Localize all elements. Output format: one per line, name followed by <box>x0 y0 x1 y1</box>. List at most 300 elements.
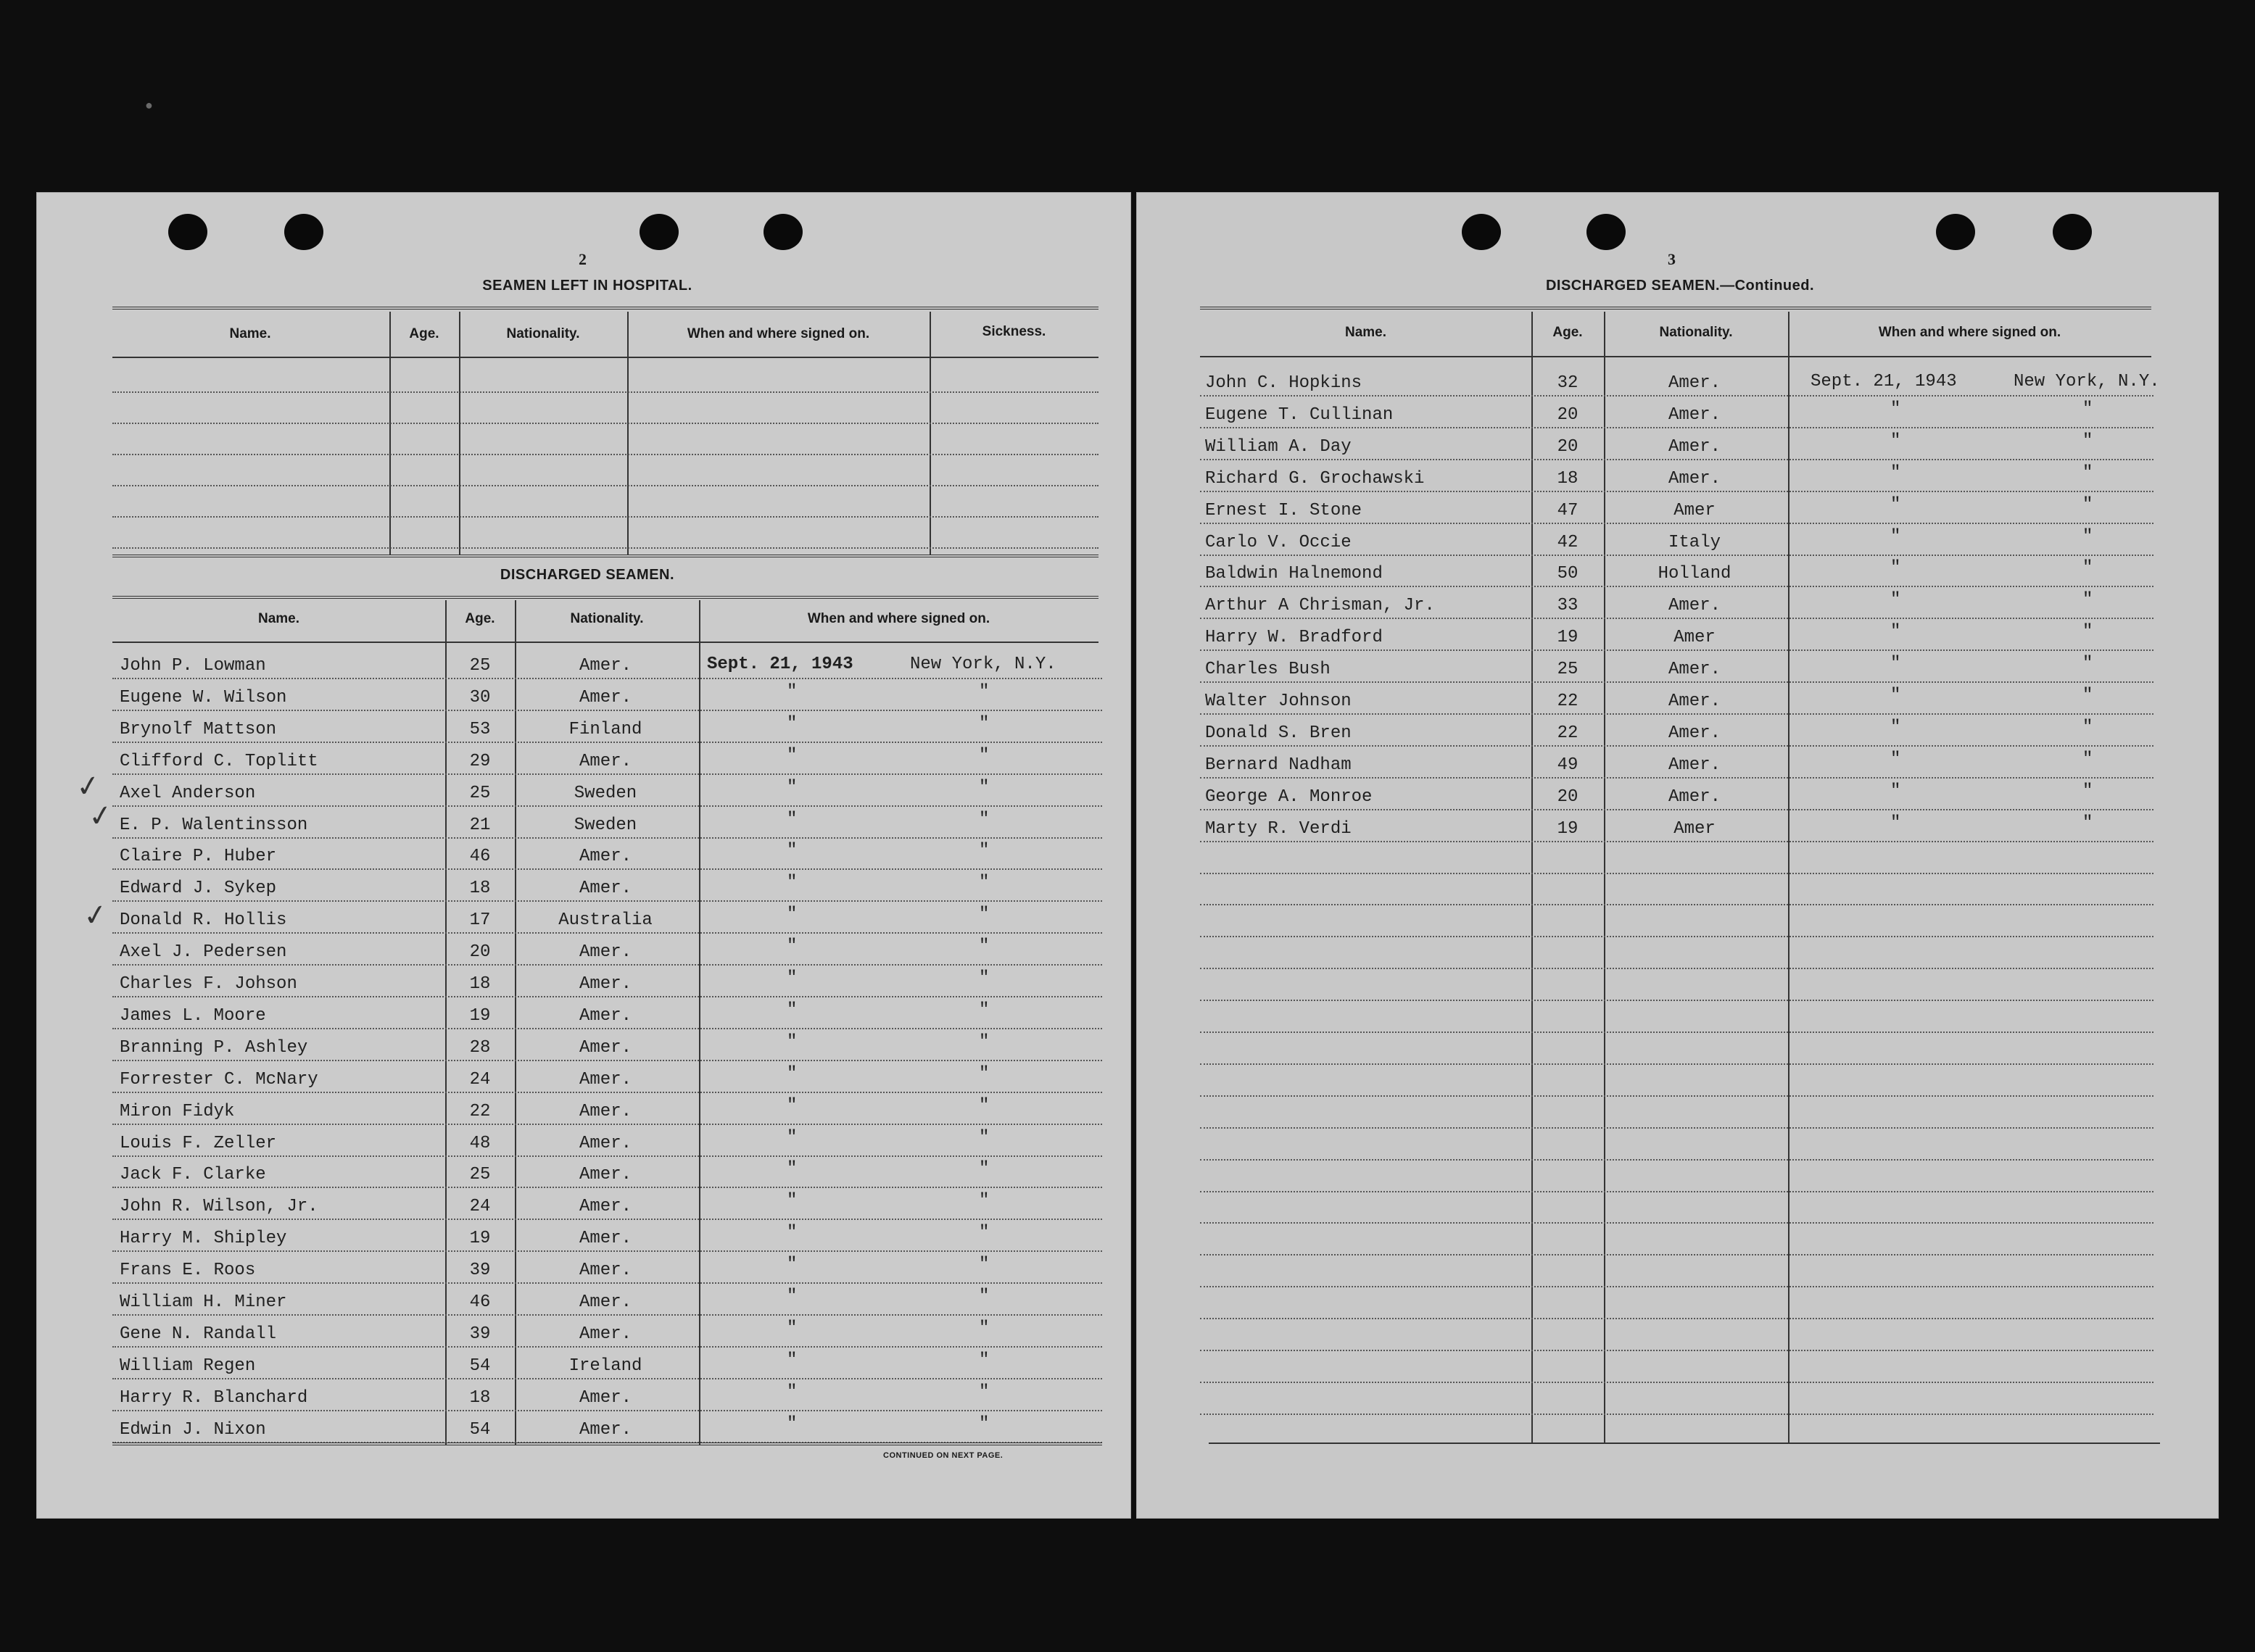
row-line <box>112 868 1102 870</box>
seaman-name: Miron Fidyk <box>120 1102 235 1121</box>
seaman-name: Gene N. Randall <box>120 1324 277 1344</box>
row-line <box>1200 681 2153 683</box>
seaman-age: 18 <box>469 974 491 994</box>
seaman-age: 30 <box>469 688 491 707</box>
seaman-name: Clifford C. Toplitt <box>120 752 318 771</box>
signed-on-date: " <box>787 1128 798 1147</box>
col-header-nationality: Nationality. <box>506 326 580 341</box>
col-header-signed-on: When and where signed on. <box>1878 325 2061 340</box>
table-rule <box>1209 1443 2160 1444</box>
seaman-name: Bernard Nadham <box>1205 755 1352 775</box>
row-line <box>1200 618 2153 619</box>
signed-on-place: " <box>979 810 990 829</box>
seaman-age: 47 <box>1557 501 1578 520</box>
seaman-name: John C. Hopkins <box>1205 373 1362 393</box>
col-header-name: Name. <box>1344 325 1387 340</box>
seaman-age: 39 <box>469 1261 491 1280</box>
seaman-nationality: Amer. <box>579 656 632 676</box>
row-line <box>112 1282 1102 1284</box>
seaman-nationality: Amer. <box>579 942 632 962</box>
seaman-name: Claire P. Huber <box>120 847 277 866</box>
col-header-nationality: Nationality. <box>1659 325 1733 340</box>
seaman-age: 19 <box>469 1006 491 1026</box>
row-line <box>112 1378 1102 1379</box>
column-rule <box>389 312 391 555</box>
table-rule <box>112 555 1098 557</box>
punch-hole <box>284 214 323 250</box>
seaman-age: 24 <box>469 1070 491 1089</box>
col-header-nationality: Nationality. <box>570 611 644 626</box>
signed-on-date: " <box>1890 463 1901 483</box>
seaman-nationality: Amer. <box>1668 405 1721 425</box>
signed-on-place: " <box>979 1159 990 1179</box>
paper-speck: ● <box>145 98 153 112</box>
seaman-name: Carlo V. Occie <box>1205 533 1352 552</box>
seaman-name: Harry M. Shipley <box>120 1229 287 1248</box>
row-line <box>112 1219 1102 1220</box>
signed-on-date: " <box>1890 654 1901 673</box>
row-line <box>1200 777 2153 779</box>
seaman-name: James L. Moore <box>120 1006 266 1026</box>
row-line <box>1200 1095 2153 1097</box>
seaman-nationality: Amer. <box>579 1197 632 1216</box>
row-line <box>112 996 1102 997</box>
signed-on-date: " <box>1890 431 1901 451</box>
signed-on-date: " <box>787 810 798 829</box>
seaman-name: Arthur A Chrisman, Jr. <box>1205 596 1435 615</box>
table-rule <box>112 357 1098 358</box>
seaman-name: John P. Lowman <box>120 656 266 676</box>
seaman-age: 22 <box>469 1102 491 1121</box>
seaman-nationality: Amer <box>1673 819 1716 839</box>
seaman-age: 25 <box>469 784 491 803</box>
col-header-signed-on: When and where signed on. <box>687 326 870 341</box>
row-line <box>1200 395 2153 397</box>
signed-on-place: " <box>979 746 990 765</box>
signed-on-date: " <box>787 1414 798 1434</box>
row-line <box>112 773 1102 775</box>
signed-on-date: " <box>787 1032 798 1052</box>
signed-on-place: " <box>979 682 990 702</box>
signed-on-place: " <box>2082 686 2093 705</box>
row-line <box>1200 968 2153 969</box>
seaman-nationality: Amer. <box>1668 437 1721 457</box>
seaman-age: 39 <box>469 1324 491 1344</box>
punch-hole <box>764 214 803 250</box>
signed-on-date: " <box>787 1382 798 1402</box>
column-rule <box>459 312 460 555</box>
punch-hole <box>1462 214 1501 250</box>
signed-on-date: " <box>787 937 798 956</box>
signed-on-place: " <box>979 968 990 988</box>
row-line <box>112 1410 1102 1411</box>
signed-on-place: " <box>979 1287 990 1306</box>
seaman-nationality: Amer. <box>579 1261 632 1280</box>
signed-on-date: " <box>1890 558 1901 578</box>
seaman-name: William A. Day <box>1205 437 1352 457</box>
signed-on-place: " <box>979 1255 990 1274</box>
seaman-age: 29 <box>469 752 491 771</box>
seaman-name: Baldwin Halnemond <box>1205 564 1383 584</box>
signed-on-date: " <box>787 714 798 734</box>
row-line <box>112 1187 1102 1188</box>
table-rule <box>1200 356 2151 357</box>
seaman-age: 18 <box>1557 469 1578 489</box>
row-line <box>1200 555 2153 556</box>
blank-row-line <box>112 454 1098 455</box>
col-header-age: Age. <box>1552 325 1583 340</box>
seaman-name: Branning P. Ashley <box>120 1038 308 1058</box>
seaman-name: John R. Wilson, Jr. <box>120 1197 318 1216</box>
signed-on-date: Sept. 21, 1943 <box>707 655 853 674</box>
seaman-name: Harry R. Blanchard <box>120 1388 308 1408</box>
seaman-age: 48 <box>469 1134 491 1153</box>
continued-note: CONTINUED ON NEXT PAGE. <box>883 1451 1004 1460</box>
seaman-age: 42 <box>1557 533 1578 552</box>
row-line <box>112 900 1102 902</box>
col-header-name: Name. <box>229 326 271 341</box>
row-line <box>112 1124 1102 1125</box>
signed-on-date: " <box>1890 718 1901 737</box>
signed-on-date: " <box>787 1350 798 1370</box>
signed-on-place: " <box>2082 750 2093 769</box>
signed-on-date: " <box>1890 495 1901 515</box>
seaman-name: Harry W. Bradford <box>1205 628 1383 647</box>
signed-on-place: " <box>2082 622 2093 642</box>
row-line <box>112 742 1102 743</box>
seaman-age: 50 <box>1557 564 1578 584</box>
row-line <box>1200 1286 2153 1287</box>
seaman-age: 18 <box>469 879 491 898</box>
seaman-nationality: Ireland <box>568 1356 642 1376</box>
seaman-name: Walter Johnson <box>1205 692 1352 711</box>
seaman-nationality: Amer. <box>1668 692 1721 711</box>
seaman-age: 17 <box>469 910 491 930</box>
seaman-age: 25 <box>469 656 491 676</box>
signed-on-place: " <box>2082 654 2093 673</box>
seaman-nationality: Sweden <box>574 784 637 803</box>
col-header-sickness: Sickness. <box>982 324 1046 339</box>
seaman-nationality: Amer <box>1673 501 1716 520</box>
blank-row-line <box>112 485 1098 486</box>
signed-on-place: " <box>979 1191 990 1211</box>
seaman-age: 20 <box>1557 437 1578 457</box>
row-line <box>1200 936 2153 937</box>
check-mark: ✓ <box>80 897 110 934</box>
signed-on-date: " <box>787 1319 798 1338</box>
signed-on-date: " <box>787 1096 798 1116</box>
signed-on-date: " <box>1890 527 1901 547</box>
seaman-nationality: Amer. <box>579 1420 632 1440</box>
seaman-age: 19 <box>1557 819 1578 839</box>
row-line <box>1200 873 2153 874</box>
signed-on-place: " <box>979 1064 990 1084</box>
seaman-name: Charles F. Johson <box>120 974 297 994</box>
seaman-nationality: Amer. <box>579 1292 632 1312</box>
seaman-name: William Regen <box>120 1356 256 1376</box>
signed-on-date: " <box>787 778 798 797</box>
row-line <box>1200 1000 2153 1001</box>
seaman-age: 25 <box>469 1165 491 1184</box>
signed-on-place: New York, N.Y. <box>2014 372 2160 391</box>
row-line <box>1200 1159 2153 1161</box>
seaman-nationality: Italy <box>1668 533 1721 552</box>
signed-on-date: " <box>1890 590 1901 610</box>
row-line <box>1200 491 2153 492</box>
seaman-nationality: Amer. <box>579 879 632 898</box>
seaman-name: Edwin J. Nixon <box>120 1420 266 1440</box>
seaman-age: 18 <box>469 1388 491 1408</box>
table-rule <box>112 596 1098 599</box>
row-line <box>112 1092 1102 1093</box>
seaman-name: Axel Anderson <box>120 784 256 803</box>
seaman-nationality: Amer. <box>579 1324 632 1344</box>
seaman-nationality: Amer. <box>1668 660 1721 679</box>
signed-on-place: " <box>2082 463 2093 483</box>
punch-hole <box>1936 214 1975 250</box>
col-header-age: Age. <box>409 326 439 341</box>
seaman-age: 32 <box>1557 373 1578 393</box>
row-line <box>112 932 1102 934</box>
table-rule <box>1200 307 2151 310</box>
seaman-age: 19 <box>1557 628 1578 647</box>
col-header-age: Age. <box>465 611 495 626</box>
signed-on-place: " <box>979 905 990 924</box>
signed-on-place: " <box>979 873 990 892</box>
seaman-name: Louis F. Zeller <box>120 1134 277 1153</box>
seaman-age: 21 <box>469 815 491 835</box>
seaman-name: Richard G. Grochawski <box>1205 469 1425 489</box>
signed-on-place: " <box>979 1000 990 1020</box>
seaman-nationality: Sweden <box>574 815 637 835</box>
signed-on-place: " <box>979 1128 990 1147</box>
signed-on-date: " <box>787 1000 798 1020</box>
signed-on-place: " <box>979 937 990 956</box>
seaman-nationality: Amer. <box>1668 787 1721 807</box>
row-line <box>112 1060 1102 1061</box>
seaman-nationality: Amer. <box>579 1038 632 1058</box>
check-mark: ✓ <box>86 797 115 835</box>
row-line <box>1200 1318 2153 1319</box>
seaman-age: 49 <box>1557 755 1578 775</box>
signed-on-place: " <box>2082 431 2093 451</box>
column-rule <box>1788 312 1789 1443</box>
seaman-name: George A. Monroe <box>1205 787 1373 807</box>
page-number: 2 <box>579 250 587 268</box>
row-line <box>1200 841 2153 842</box>
signed-on-place: " <box>2082 718 2093 737</box>
row-line <box>1200 1350 2153 1351</box>
signed-on-date: " <box>1890 622 1901 642</box>
seaman-age: 22 <box>1557 723 1578 743</box>
seaman-age: 24 <box>469 1197 491 1216</box>
seaman-name: Edward J. Sykep <box>120 879 277 898</box>
signed-on-place: " <box>979 1223 990 1242</box>
seaman-nationality: Amer. <box>579 974 632 994</box>
punch-hole <box>2053 214 2092 250</box>
seaman-name: Brynolf Mattson <box>120 720 277 739</box>
discharged-section-title: DISCHARGED SEAMEN. <box>500 567 675 583</box>
signed-on-date: " <box>1890 781 1901 801</box>
seaman-nationality: Amer. <box>579 1070 632 1089</box>
row-line <box>1200 1191 2153 1192</box>
right-page <box>1136 192 2219 1519</box>
signed-on-date: " <box>787 1287 798 1306</box>
seaman-nationality: Amer. <box>1668 755 1721 775</box>
signed-on-place: " <box>979 1350 990 1370</box>
seaman-nationality: Amer. <box>579 1388 632 1408</box>
seaman-nationality: Amer. <box>579 1165 632 1184</box>
signed-on-place: " <box>979 1096 990 1116</box>
signed-on-date: " <box>1890 750 1901 769</box>
signed-on-date: Sept. 21, 1943 <box>1811 372 1957 391</box>
seaman-nationality: Amer. <box>579 1134 632 1153</box>
row-line <box>112 964 1102 966</box>
signed-on-place: " <box>2082 495 2093 515</box>
row-line <box>1200 1032 2153 1033</box>
seaman-age: 46 <box>469 1292 491 1312</box>
blank-row-line <box>112 391 1098 393</box>
signed-on-place: " <box>2082 590 2093 610</box>
seaman-age: 20 <box>469 942 491 962</box>
seaman-name: Jack F. Clarke <box>120 1165 266 1184</box>
signed-on-date: " <box>1890 686 1901 705</box>
signed-on-date: " <box>787 746 798 765</box>
column-rule <box>699 600 700 1445</box>
column-rule <box>627 312 629 555</box>
seaman-age: 54 <box>469 1356 491 1376</box>
signed-on-place: " <box>2082 781 2093 801</box>
row-line <box>112 1314 1102 1316</box>
blank-row-line <box>112 423 1098 424</box>
signed-on-date: " <box>787 968 798 988</box>
signed-on-place: " <box>2082 558 2093 578</box>
left-page <box>36 192 1131 1519</box>
page-number: 3 <box>1668 250 1676 268</box>
signed-on-place: " <box>979 1414 990 1434</box>
seaman-nationality: Amer. <box>579 1006 632 1026</box>
signed-on-place: " <box>979 841 990 860</box>
seaman-name: Frans E. Roos <box>120 1261 256 1280</box>
seaman-age: 25 <box>1557 660 1578 679</box>
blank-row-line <box>112 547 1098 549</box>
row-line <box>1200 459 2153 460</box>
seaman-name: Forrester C. McNary <box>120 1070 318 1089</box>
punch-hole <box>168 214 207 250</box>
seaman-nationality: Amer. <box>1668 723 1721 743</box>
signed-on-date: " <box>787 1064 798 1084</box>
signed-on-date: " <box>787 682 798 702</box>
signed-on-date: " <box>1890 813 1901 833</box>
check-mark: ✓ <box>73 768 103 805</box>
row-line <box>1200 1382 2153 1383</box>
seaman-age: 20 <box>1557 405 1578 425</box>
column-rule <box>930 312 931 555</box>
punch-hole <box>1586 214 1626 250</box>
signed-on-place: " <box>2082 813 2093 833</box>
seaman-name: Marty R. Verdi <box>1205 819 1352 839</box>
row-line <box>1200 586 2153 587</box>
seaman-name: Donald R. Hollis <box>120 910 287 930</box>
seaman-age: 19 <box>469 1229 491 1248</box>
signed-on-place: " <box>979 1382 990 1402</box>
seaman-nationality: Amer. <box>1668 469 1721 489</box>
signed-on-date: " <box>787 905 798 924</box>
row-line <box>1200 713 2153 715</box>
row-line <box>1200 523 2153 524</box>
row-line <box>1200 1254 2153 1255</box>
row-line <box>1200 1414 2153 1415</box>
row-line <box>1200 427 2153 428</box>
seaman-name: Donald S. Bren <box>1205 723 1352 743</box>
seaman-nationality: Amer. <box>579 847 632 866</box>
hospital-section-title: SEAMEN LEFT IN HOSPITAL. <box>482 278 692 294</box>
row-line <box>112 1155 1102 1157</box>
seaman-name: Eugene T. Cullinan <box>1205 405 1394 425</box>
row-line <box>112 1250 1102 1252</box>
seaman-nationality: Amer. <box>579 752 632 771</box>
row-line <box>1200 1063 2153 1065</box>
column-rule <box>1604 312 1605 1443</box>
seaman-nationality: Holland <box>1658 564 1731 584</box>
seaman-age: 33 <box>1557 596 1578 615</box>
table-rule <box>112 642 1098 643</box>
signed-on-place: " <box>979 778 990 797</box>
seaman-age: 28 <box>469 1038 491 1058</box>
row-line <box>1200 649 2153 651</box>
seaman-name: E. P. Walentinsson <box>120 815 308 835</box>
seaman-nationality: Amer <box>1673 628 1716 647</box>
seaman-name: Charles Bush <box>1205 660 1331 679</box>
signed-on-place: " <box>979 714 990 734</box>
seaman-age: 53 <box>469 720 491 739</box>
signed-on-date: " <box>787 873 798 892</box>
discharged-continued-title: DISCHARGED SEAMEN.—Continued. <box>1545 278 1815 294</box>
signed-on-place: " <box>979 1032 990 1052</box>
signed-on-date: " <box>787 1223 798 1242</box>
seaman-nationality: Australia <box>558 910 653 930</box>
row-line <box>112 710 1102 711</box>
signed-on-place: New York, N.Y. <box>910 655 1056 674</box>
seaman-name: William H. Miner <box>120 1292 287 1312</box>
seaman-name: Axel J. Pedersen <box>120 942 287 962</box>
signed-on-date: " <box>787 1159 798 1179</box>
signed-on-date: " <box>787 1191 798 1211</box>
seaman-age: 20 <box>1557 787 1578 807</box>
signed-on-date: " <box>1890 399 1901 419</box>
col-header-name: Name. <box>257 611 300 626</box>
seaman-age: 54 <box>469 1420 491 1440</box>
row-line <box>1200 1222 2153 1224</box>
row-line <box>112 805 1102 807</box>
col-header-signed-on: When and where signed on. <box>807 611 990 626</box>
seaman-nationality: Amer. <box>1668 596 1721 615</box>
signed-on-place: " <box>2082 527 2093 547</box>
row-line <box>112 837 1102 839</box>
seaman-nationality: Finland <box>568 720 642 739</box>
row-line <box>1200 745 2153 747</box>
seaman-nationality: Amer. <box>579 1102 632 1121</box>
seaman-nationality: Amer. <box>579 1229 632 1248</box>
column-rule <box>515 600 516 1445</box>
row-line <box>112 1346 1102 1348</box>
signed-on-place: " <box>2082 399 2093 419</box>
seaman-nationality: Amer. <box>1668 373 1721 393</box>
signed-on-place: " <box>979 1319 990 1338</box>
seaman-age: 22 <box>1557 692 1578 711</box>
row-line <box>112 1028 1102 1029</box>
seaman-name: Eugene W. Wilson <box>120 688 287 707</box>
